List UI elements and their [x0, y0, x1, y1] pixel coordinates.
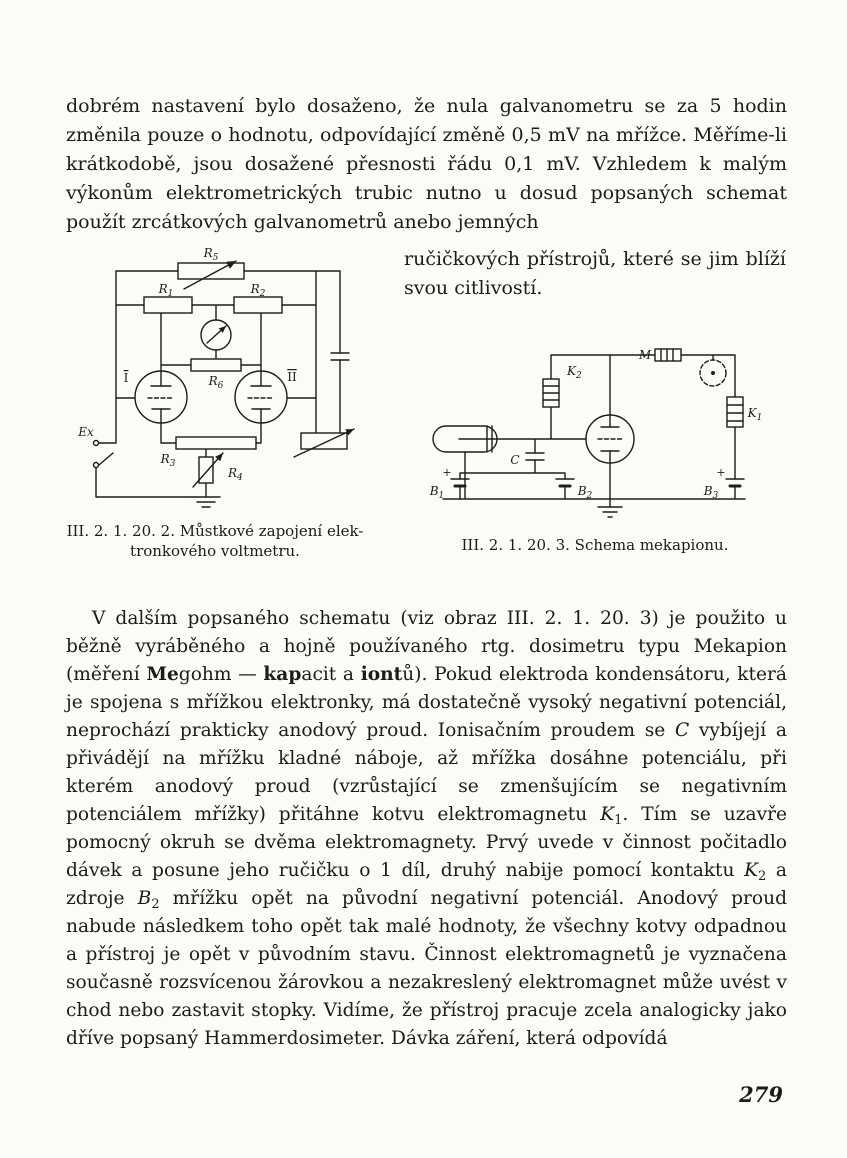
battery-b1	[451, 479, 469, 486]
resistor-r1	[144, 297, 192, 313]
ground-icon	[598, 507, 622, 517]
page-number: 279	[739, 1082, 783, 1107]
battery-b3	[726, 479, 744, 486]
fig1-label-r6: $R_6$	[208, 374, 224, 391]
figure-2-caption: III. 2. 1. 20. 3. Schema mekapionu.	[461, 536, 729, 554]
fig2-plus-b1: +	[442, 466, 452, 479]
input-terminals-ex	[94, 441, 99, 468]
capacitor-icon	[331, 353, 349, 360]
figure-1-caption-line-2: tronkového voltmetru.	[130, 542, 300, 560]
fig1-label-r5: $R_5$	[203, 246, 219, 263]
fig2-label-m: M	[638, 348, 652, 362]
figure-1-caption	[66, 521, 364, 561]
figure-1-caption-line-1: III. 2. 1. 20. 2. Můstkové zapojení elek-	[66, 522, 364, 540]
fig2-plus-b3: +	[716, 466, 726, 479]
counter-wheel	[700, 360, 726, 386]
figure-1-diagram	[66, 245, 366, 513]
capacitor-c	[526, 453, 544, 460]
fig2-label-b3: $B_3$	[703, 484, 719, 501]
fig2-label-k1: $K_1$	[747, 406, 763, 423]
fig2-label-k2: $K_2$	[567, 364, 582, 381]
fig1-label-r2: $R_2$	[250, 282, 266, 299]
figure-2-column	[404, 245, 786, 561]
figures-row	[66, 245, 787, 561]
fig1-label-r4: $R_4$	[228, 466, 243, 483]
figure-1	[66, 245, 364, 561]
ground-icon	[192, 497, 220, 507]
figure-2-diagram	[415, 327, 775, 527]
resistor-r2	[234, 297, 282, 313]
paragraph-1: dobrém nastavení bylo dosaženo, že nula galvanometru se za 5 hodin změnila pouze o hodnotu, odpovídající změně 0,5 mV na mřížce. Měříme-li krátkodobě, jsou dosažené přesnosti řádu 0,1 mV. Vzhledem k malým výkonům elektrometrických trubic nutno u dosud popsaných schemat použít zrcátkových galvanometrů anebo jemných	[66, 95, 787, 233]
resistor-r4-potentiometer	[193, 453, 223, 487]
fig2-wires	[443, 355, 745, 507]
fig1-label-tube1: I	[123, 371, 129, 385]
resistor-r6	[191, 359, 241, 371]
fig2-label-c: C	[510, 453, 520, 467]
resistor-r5-potentiometer	[178, 261, 244, 289]
galvanometer-meter	[201, 320, 231, 350]
fig1-label-ex: Ex	[78, 425, 94, 439]
right-potentiometer	[294, 429, 354, 457]
fig2-label-b1: $B_1$	[429, 484, 445, 501]
paragraph-1-overflow: ručičkových přístrojů, které se jim blíží svou citlivostí.	[404, 248, 786, 299]
fig1-label-r1: $R_1$	[158, 282, 174, 299]
fig2-label-b2: $B_2$	[577, 484, 593, 501]
fig1-label-r3: $R_3$	[160, 452, 176, 469]
coil-m	[655, 349, 681, 361]
relay-coil-k1	[727, 397, 743, 427]
resistor-r3	[176, 437, 256, 449]
relay-coil-k2	[543, 379, 559, 407]
battery-b2	[556, 479, 574, 486]
paragraph-2: V dalším popsaného schematu (viz obraz III. 2. 1. 20. 3) je použito u běžně vyráběného a hojně používaného rtg. dosimetru typu Mekapion (měření Megohm — kapacit a iontů). Pokud elektroda kondensátoru, která je spojena s mřížkou elektronky, má dostatečně vysoký negativní potenciál, neprochází prakticky anodový proud. Ionisačním proudem se C vybíjejí a přivádějí na mřížku kladné náboje, až mřížka dosáhne potenciálu, při kterém anodový proud (vzrůstající se zmenšujícím se negativním potenciálem mřížky) přitáhne kotvu elektromagnetu $K_1$. Tím se uzavře pomocný okruh se dvěma elektromagnety. Prvý uvede v činnost počitadlo dávek a posune jeho ručičku o 1 díl, druhý nabije pomocí kontaktu $K_2$ a zdroje $B_2$ mřížku opět na původní negativní potenciál. Anodový proud nabude následkem toho opět tak malé hodnoty, že všechny kotvy odpadnou a přístroj je opět v původním stavu. Činnost elektromagnetů je vyznačena současně rozsvícenou žárovkou a nezakreslený elektromagnet může uvést v chod nebo zastavit stopky. Vidíme, že přístroj pracuje zcela analogicky jako dříve popsaný Hammerdosimeter. Dávka záření, která odpovídá	[66, 608, 788, 1049]
fig1-label-tube2: II	[287, 370, 297, 384]
